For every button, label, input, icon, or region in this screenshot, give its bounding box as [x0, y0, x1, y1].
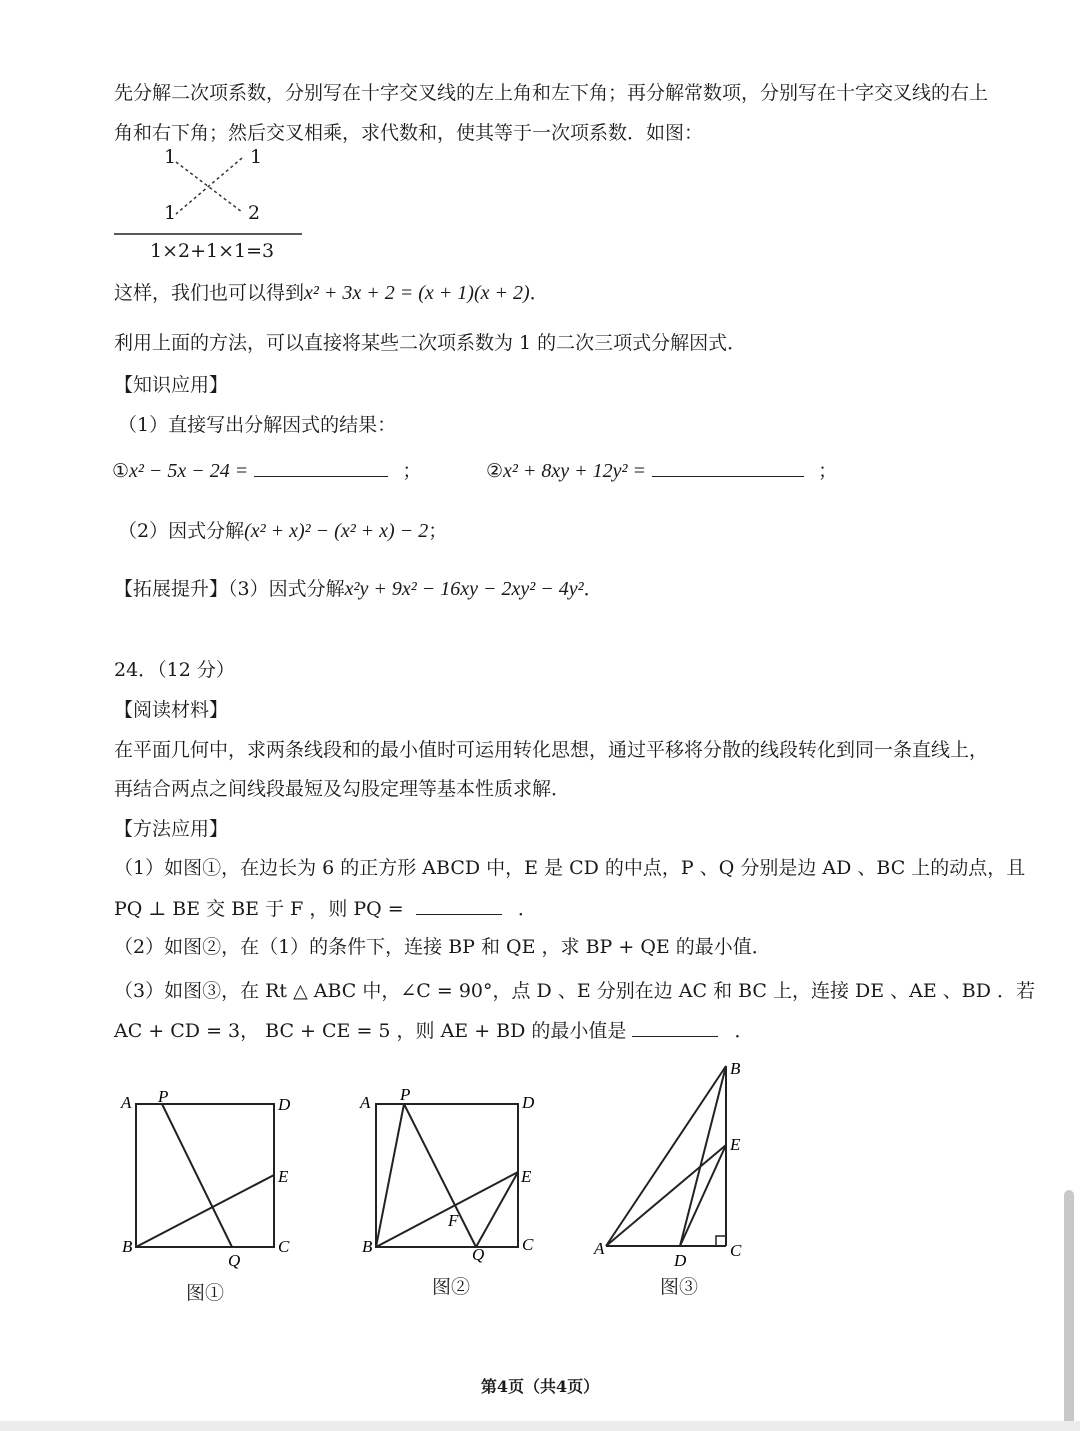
q1-item-a — [112, 456, 421, 483]
q2-prefix: （2）因式分解 — [118, 520, 245, 542]
extension-prefix: （3）因式分解 — [228, 578, 345, 600]
fig3-label-e: E — [730, 1135, 741, 1154]
intro-line-1: 先分解二次项系数，分别写在十字交叉线的左上角和左下角；再分解常数项，分别写在十字交叉线的右上 — [114, 82, 989, 104]
fig2-segment-bp — [376, 1104, 404, 1247]
fig3-caption: 图③ — [660, 1276, 699, 1298]
extension-suffix: ． — [583, 578, 603, 600]
method-heading: 【方法应用】 — [114, 818, 229, 840]
figure-1 — [118, 1080, 308, 1280]
fig3-side-ab — [606, 1066, 726, 1246]
fig3-label-a: A — [594, 1239, 605, 1258]
p24-q3-text: AC + CD = 3， BC + CE = 5 ，则 AE + BD 的最小值是 — [114, 1020, 627, 1042]
p24-q2-line: （2）如图②，在（1）的条件下，连接 BP 和 QE ，求 BP + QE 的最小值． — [114, 936, 771, 958]
figure-2 — [358, 1080, 548, 1280]
fig3-right-angle-mark — [716, 1236, 726, 1246]
p24-q3-line-2 — [114, 1016, 754, 1043]
knowledge-heading: 【知识应用】 — [114, 374, 229, 396]
fig1-label-c: C — [278, 1237, 290, 1256]
bottom-edge — [0, 1421, 1080, 1431]
fig2-square — [376, 1104, 518, 1247]
figure-3 — [588, 1050, 758, 1275]
p24-q3-answer-blank[interactable] — [632, 1020, 718, 1037]
cross-diagram — [114, 146, 314, 266]
extension-line — [114, 574, 603, 601]
fig2-label-q: Q — [472, 1245, 485, 1264]
q1-a-expr: x² − 5x − 24 = — [129, 460, 249, 482]
extension-heading: 【拓展提升】 — [114, 578, 229, 600]
conclusion-formula: x² + 3x + 2 = (x + 1)(x + 2) — [304, 282, 530, 304]
fig2-label-e: E — [521, 1167, 532, 1186]
p24-q3-end: ． — [734, 1020, 754, 1042]
fig3-segment-bd — [680, 1066, 726, 1246]
fig2-label-a: A — [360, 1093, 371, 1112]
reading-heading: 【阅读材料】 — [114, 699, 229, 721]
q1-a-sep: ； — [402, 460, 422, 482]
fig2-label-c: C — [522, 1235, 534, 1254]
fig3-label-b: B — [730, 1059, 741, 1078]
cross-top-left: 1 — [164, 146, 177, 168]
fig1-label-p: P — [158, 1087, 169, 1106]
p24-q1-line-1: （1）如图①，在边长为 6 的正方形 ABCD 中，E 是 CD 的中点，P 、Q 分别是边 AD 、BC 上的动点，且 — [114, 857, 1026, 879]
conclusion-suffix: ． — [529, 282, 549, 304]
fig3-segment-de — [680, 1145, 726, 1246]
fig1-segment-be — [136, 1175, 274, 1247]
fig1-label-d: D — [278, 1095, 291, 1114]
intro-line-2: 角和右下角；然后交叉相乘，求代数和，使其等于一次项系数．如图： — [114, 122, 704, 144]
p24-q1-answer-blank[interactable] — [416, 898, 502, 915]
method-line: 利用上面的方法，可以直接将某些二次项系数为 1 的二次三项式分解因式． — [114, 332, 747, 354]
fig2-label-f: F — [448, 1211, 459, 1230]
fig2-label-d: D — [522, 1093, 535, 1112]
q1-a-answer-blank[interactable] — [254, 460, 388, 477]
reading-line-1: 在平面几何中，求两条线段和的最小值时可运用转化思想，通过平移将分散的线段转化到同一条直线上， — [114, 739, 989, 761]
p24-q1-text: PQ ⊥ BE 交 BE 于 F ，则 PQ = — [114, 898, 404, 920]
fig1-segment-pq — [162, 1104, 232, 1247]
q2-line — [118, 516, 447, 543]
q1-item-b — [486, 456, 837, 483]
q1-b-answer-blank[interactable] — [652, 460, 804, 477]
cross-top-right: 1 — [250, 146, 263, 168]
conclusion-prefix: 这样，我们也可以得到 — [114, 282, 305, 304]
fig1-label-b: B — [122, 1237, 133, 1256]
fig3-label-d: D — [674, 1251, 687, 1270]
q1-b-expr: x² + 8xy + 12y² = — [503, 460, 647, 482]
cross-result: 1×2+1×1=3 — [150, 240, 275, 262]
fig2-caption: 图② — [432, 1276, 471, 1298]
fig2-label-p: P — [400, 1085, 411, 1104]
scrollbar[interactable] — [1064, 1190, 1074, 1430]
fig3-label-c: C — [730, 1241, 742, 1260]
q1-a-label: ① — [112, 460, 130, 482]
q2-expr: (x² + x)² − (x² + x) − 2 — [244, 520, 429, 542]
fig1-label-a: A — [121, 1093, 132, 1112]
cross-bottom-right: 2 — [248, 202, 261, 224]
p24-q1-end: ． — [517, 898, 537, 920]
conclusion-line — [114, 278, 549, 305]
extension-expr: x²y + 9x² − 16xy − 2xy² − 4y² — [344, 578, 584, 600]
fig2-label-b: B — [362, 1237, 373, 1256]
q1-b-label: ② — [486, 460, 504, 482]
fig1-square — [136, 1104, 274, 1247]
q1-text: （1）直接写出分解因式的结果： — [118, 414, 397, 436]
q2-suffix: ； — [428, 520, 448, 542]
problem24-title: 24．（12 分） — [114, 659, 235, 681]
fig1-caption: 图① — [186, 1282, 225, 1304]
p24-q3-line-1: （3）如图③，在 Rt △ ABC 中，∠C = 90°，点 D 、E 分别在边 AC 和 BC 上，连接 DE 、AE 、BD ．若 — [114, 980, 1036, 1002]
q1-b-sep: ； — [818, 460, 838, 482]
fig3-segment-ae — [606, 1145, 726, 1246]
page-footer: 第4页（共4页） — [480, 1377, 600, 1396]
fig1-label-q: Q — [228, 1251, 241, 1270]
p24-q1-line-2 — [114, 894, 537, 921]
reading-line-2: 再结合两点之间线段最短及勾股定理等基本性质求解． — [114, 778, 571, 800]
fig1-label-e: E — [278, 1167, 289, 1186]
cross-bottom-left: 1 — [164, 202, 177, 224]
